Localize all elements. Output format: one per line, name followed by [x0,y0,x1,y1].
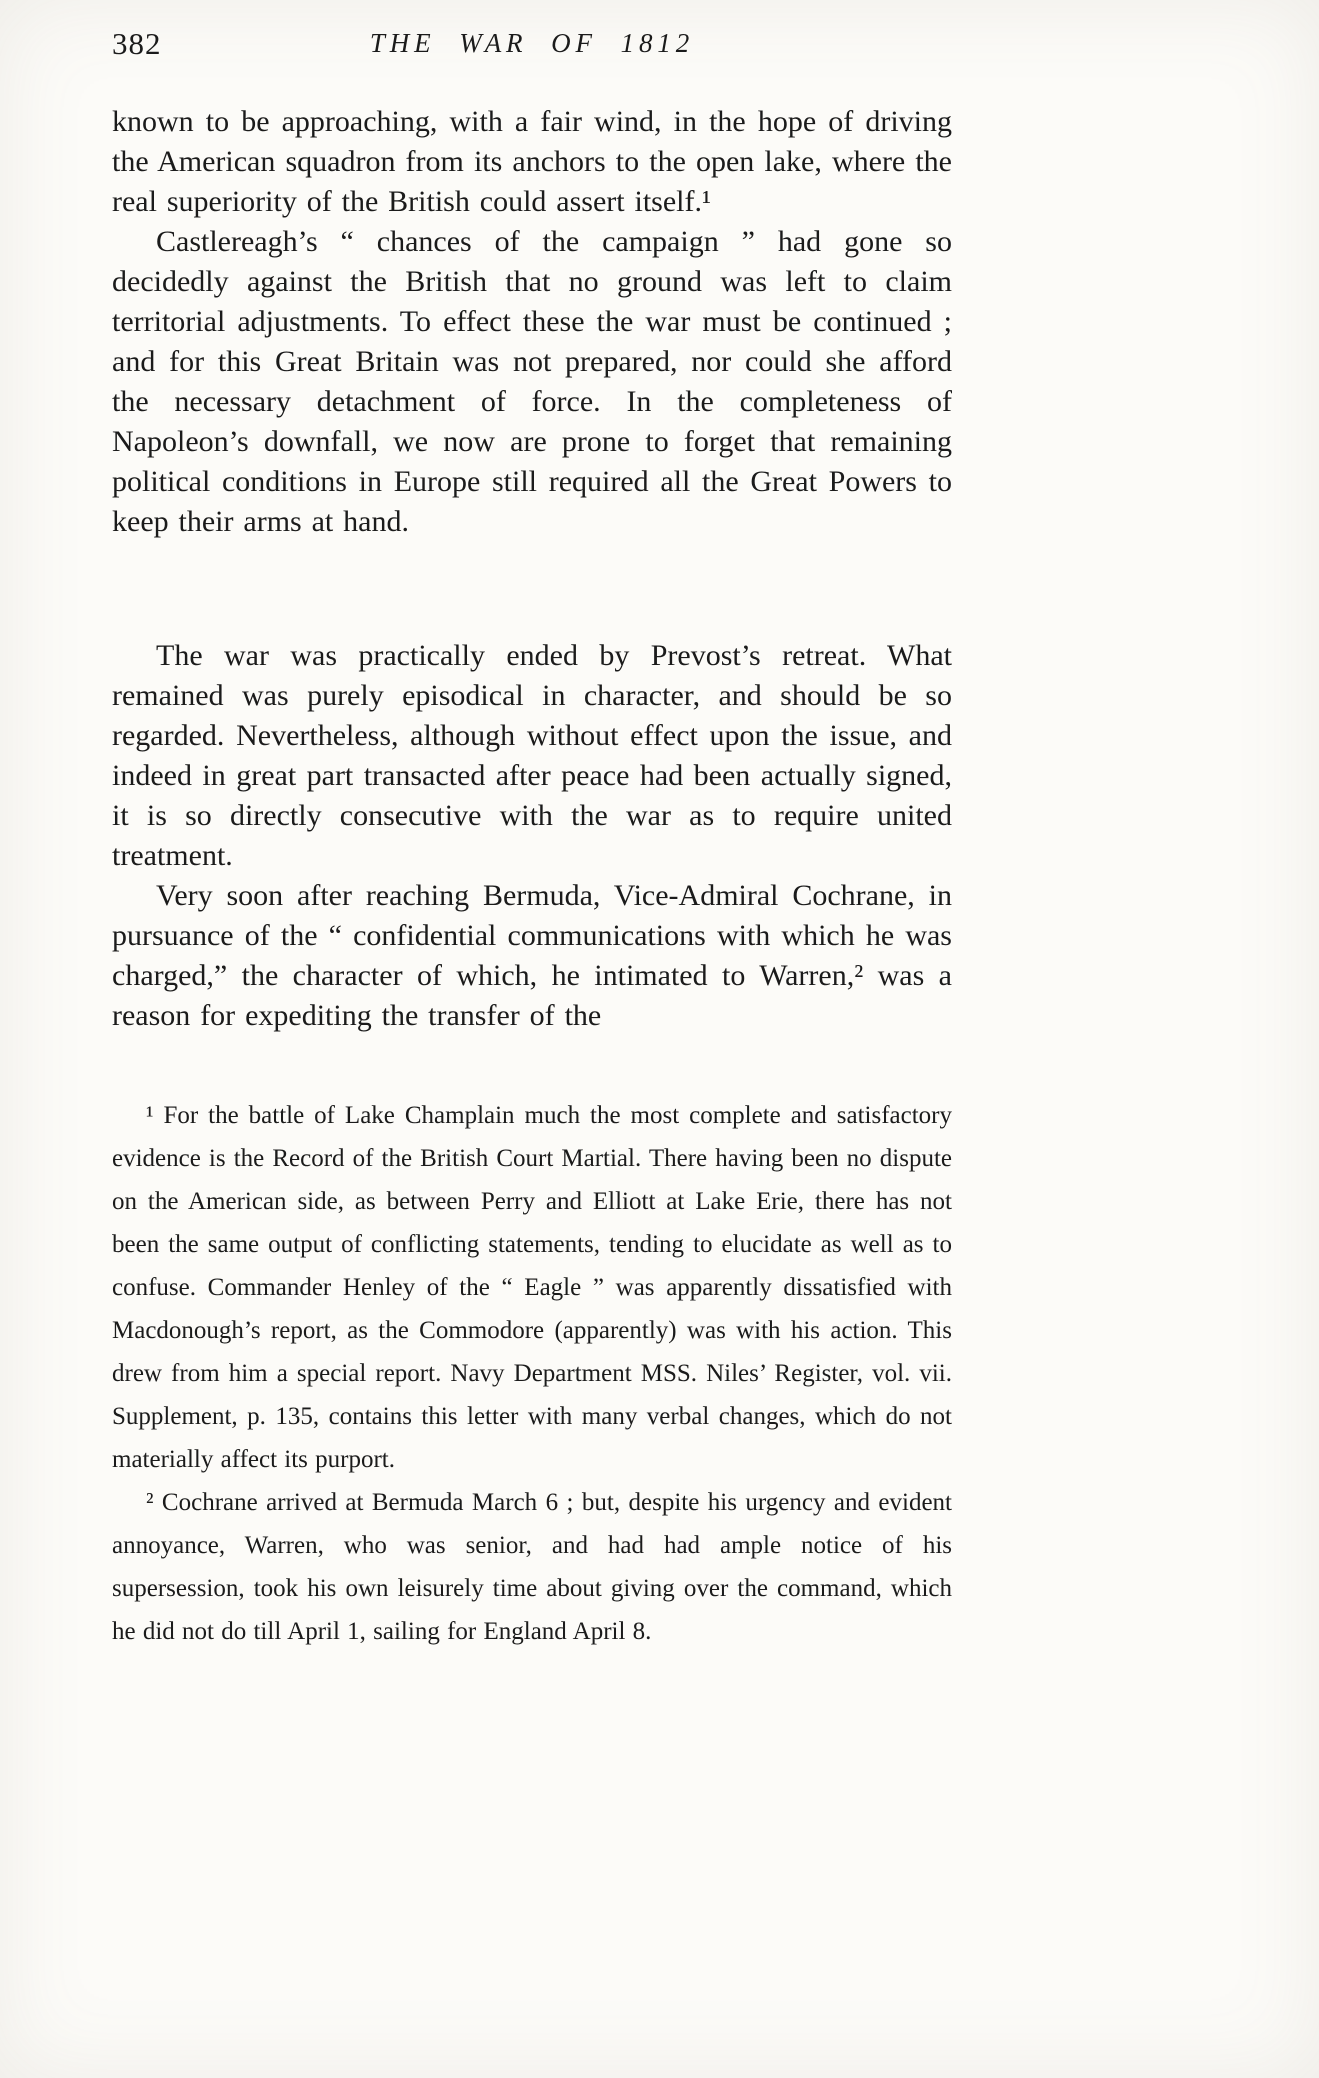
paragraph-continuation: known to be approaching, with a fair wind, in the hope of driving the American squadron from its anchors to the open lake, where the real superiority of the British could assert itself.¹ [112,105,952,218]
page-number: 382 [112,26,162,61]
running-head [112,26,952,72]
paragraph-cochrane: Very soon after reaching Bermuda, Vice-Admiral Cochrane, in pursuance of the “ confidential communications with which he was charged,” the character of which, he intimated to Warren,² was a reason for expediting the transfer of the [112,879,952,1032]
footnotes [112,1094,952,1653]
paragraph-castlereagh: Castlereagh’s “ chances of the campaign ” had gone so decidedly against the British that no ground was left to claim territorial adjustments. To effect these the war must be continued ; and for this Great Britain was not prepared, nor could she afford the necessary detachment of force. In the completeness of Napoleon’s downfall, we now are prone to forget that remaining political conditions in Europe still required all the Great Powers to keep their arms at hand. [112,225,952,538]
footnote-2: ² Cochrane arrived at Bermuda March 6 ; but, despite his urgency and evident annoyance, Warren, who was senior, and had had ample notice of his supersession, took his own leisurely time about giving over the command, which he did not do till April 1, sailing for England April 8. [112,1489,952,1645]
running-title: THE WAR OF 1812 [369,28,695,58]
section-break [112,542,952,636]
footnote-1: ¹ For the battle of Lake Champlain much the most complete and satisfactory evidence is the Record of the British Court Martial. There having been no dispute on the American side, as between Perry and Elliott at Lake Erie, there has not been the same output of conflicting statements, tending to elucidate as well as to confuse. Commander Henley of the “ Eagle ” was apparently dissatisfied with Macdonough’s report, as the Commodore (apparently) was with his action. This drew from him a special report. Navy Department MSS. Niles’ Register, vol. vii. Supplement, p. 135, contains this letter with many verbal changes, which do not materially affect its purport. [112,1102,952,1473]
body-text [112,102,952,1036]
paragraph-war-ended: The war was practically ended by Prevost’s retreat. What remained was purely episodical in character, and should be so regarded. Nevertheless, although without effect upon the issue, and indeed in great part transacted after peace had been actually signed, it is so directly consecutive with the war as to require united treatment. [112,639,952,872]
